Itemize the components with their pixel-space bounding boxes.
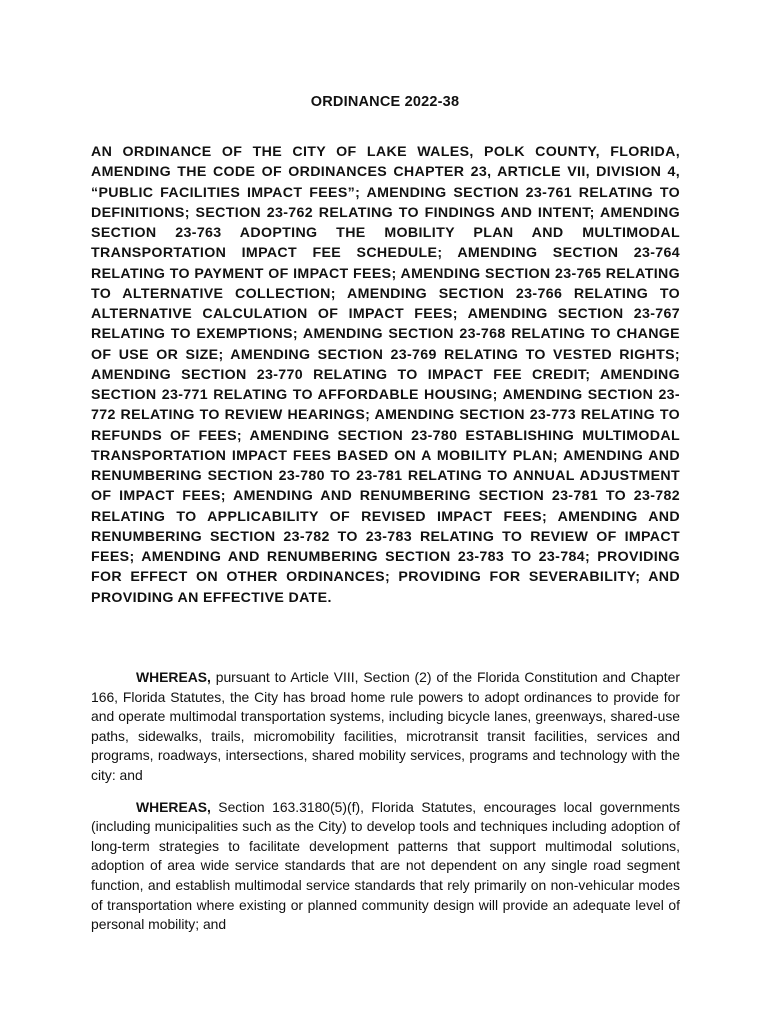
ordinance-title: ORDINANCE 2022-38 [310, 94, 460, 110]
whereas-lead: WHEREAS, [136, 798, 211, 815]
whereas-clause-1 [91, 668, 680, 786]
ordinance-body [91, 668, 680, 947]
whereas-text: Section 163.3180(5)(f), Florida Statutes, encourages local governments (including municipalities such as the City) to develop tools and techniques including adoption of long-term strategies to facilitate development patterns that support multimodal solutions, adoption of area wide service standards that are not dependent on any single road segment function, and establish multimodal service standards that rely primarily on non-vehicular modes of transportation where existing or planned community design will provide an adequate level of personal mobility; and [91, 798, 680, 933]
whereas-text: pursuant to Article VIII, Section (2) of the Florida Constitution and Chapter 166, Florida Statutes, the City has broad home rule powers to adopt ordinances to provide for and operate multimodal transportation systems, including bicycle lanes, greenways, shared-use paths, sidewalks, trails, micromobility facilities, microtransit transit facilities, services and programs, roadways, intersections, shared mobility services, programs and technology with the city: and [91, 669, 680, 783]
whereas-clause-2 [91, 798, 680, 935]
ordinance-caption: AN ORDINANCE OF THE CITY OF LAKE WALES, POLK COUNTY, FLORIDA, AMENDING THE CODE OF ORDINANCES CHAPTER 23, ARTICLE VII, DIVISION 4, “PUBLIC FACILITIES IMPACT FEES”; AMENDING SECTION 23-761 RELATING TO DEFINITIONS; SECTION 23-762 RELATING TO FINDINGS AND INTENT; AMENDING SECTION 23-763 ADOPTING THE MOBILITY PLAN AND MULTIMODAL TRANSPORTATION IMPACT FEE SCHEDULE; AMENDING SECTION 23-764 RELATING TO PAYMENT OF IMPACT FEES; AMENDING SECTION 23-765 RELATING TO ALTERNATIVE COLLECTION; AMENDING SECTION 23-766 RELATING TO ALTERNATIVE CALCULATION OF IMPACT FEES; AMENDING SECTION 23-767 RELATING TO EXEMPTIONS; AMENDING SECTION 23-768 RELATING TO CHANGE OF USE OR SIZE; AMENDING SECTION 23-769 RELATING TO VESTED RIGHTS; AMENDING SECTION 23-770 RELATING TO IMPACT FEE CREDIT; AMENDING SECTION 23-771 RELATING TO AFFORDABLE HOUSING; AMENDING SECTION 23-772 RELATING TO REVIEW HEARINGS; AMENDING SECTION 23-773 RELATING TO REFUNDS OF FEES; AMENDING SECTION 23-780 ESTABLISHING MULTIMODAL TRANSPORTATION IMPACT FEES BASED ON A MOBILITY PLAN; AMENDING AND RENUMBERING SECTION 23-780 TO 23-781 RELATING TO ANNUAL ADJUSTMENT OF IMPACT FEES; AMENDING AND RENUMBERING SECTION 23-781 TO 23-782 RELATING TO APPLICABILITY OF REVISED IMPACT FEES; AMENDING AND RENUMBERING SECTION 23-782 TO 23-783 RELATING TO REVIEW OF IMPACT FEES; AMENDING AND RENUMBERING SECTION 23-783 TO 23-784; PROVIDING FOR EFFECT ON OTHER ORDINANCES; PROVIDING FOR SEVERABILITY; AND PROVIDING AN EFFECTIVE DATE. [91, 144, 680, 606]
whereas-lead: WHEREAS, [136, 669, 211, 685]
